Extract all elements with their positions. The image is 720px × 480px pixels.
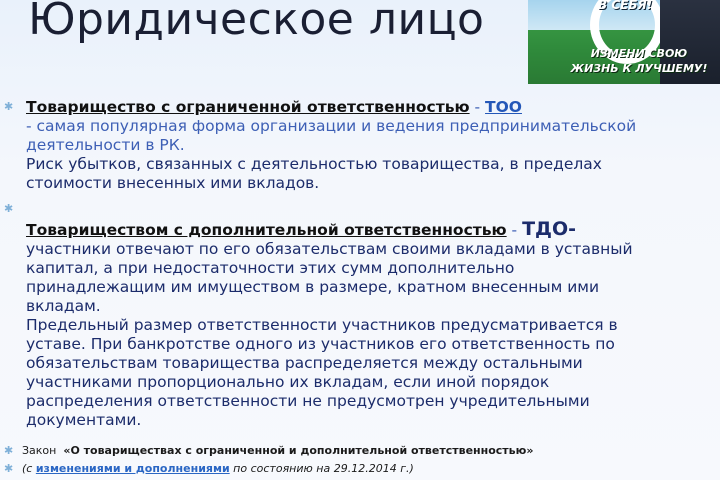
section-too-line: - самая популярная форма организации и ведения предпринимательской [26,117,637,135]
law-reference [22,444,533,457]
section-too-line: стоимости внесенных ими вкладов. [26,174,320,192]
promo-slogan-line1: ИЗМЕНИ СВОЮ [590,47,688,60]
promo-image [528,0,720,84]
law-title: «О товариществах с ограниченной и дополнительной ответственностью» [63,444,534,457]
bullet-icon: ✱ [4,462,14,475]
promo-slogan-line2: ЖИЗНЬ К ЛУЧШЕМУ! [570,62,708,75]
section-tdo-line: документами. [26,411,142,429]
section-tdo-line: участники отвечают по его обязательствам своими вкладами в уставный [26,240,633,258]
section-tdo-dash: - [506,221,523,239]
section-tdo-line: Предельный размер ответственности участников предусматривается в [26,316,618,334]
law-label: Закон [22,444,57,457]
section-too-abbr: ТОО [485,98,522,116]
section-tdo-line: капитал, а при недостаточности этих сумм дополнительно [26,259,515,277]
amendments-date: по состоянию на 29.12.2014 г.) [229,462,414,475]
page-title: Юридическое лицо [28,0,485,45]
section-tdo-heading: Товариществом с дополнительной ответственностью [26,221,507,239]
section-tdo-line: распределения ответственности не предусмотрен учредительными [26,392,590,410]
section-tdo-line: обязательствам товарищества распределяется между остальными [26,354,583,372]
section-too-heading: Товарищество с ограниченной ответственностью [26,98,470,116]
bullet-icon: ✱ [4,202,14,215]
section-tdo-heading-line [26,220,704,240]
section-tdo-abbr: ТДО- [522,218,576,240]
bullet-icon: ✱ [4,444,14,457]
law-amendments [22,462,414,475]
section-too-line: Риск убытков, связанных с деятельностью товарищества, в пределах [26,155,602,173]
promo-slogan [564,46,714,76]
section-tdo-line: уставе. При банкротстве одного из участников его ответственность по [26,335,615,353]
section-too-dash: - [469,98,486,116]
section-too-heading-line [26,98,704,117]
section-too-line: деятельности в РК. [26,136,185,154]
section-tdo-line: принадлежащим им имуществом в размере, кратном внесенным ими [26,278,600,296]
amendments-open: (с [22,462,36,475]
bullet-icon: ✱ [4,100,14,113]
section-tdo-line: участниками пропорционально их вкладам, если иной порядок [26,373,550,391]
amendments-link[interactable]: изменениями и дополнениями [35,462,230,475]
section-too [26,98,704,193]
section-tdo-line: вкладам. [26,297,101,315]
section-tdo [26,220,704,430]
promo-top-text: В СЕБЯ! [598,0,653,12]
